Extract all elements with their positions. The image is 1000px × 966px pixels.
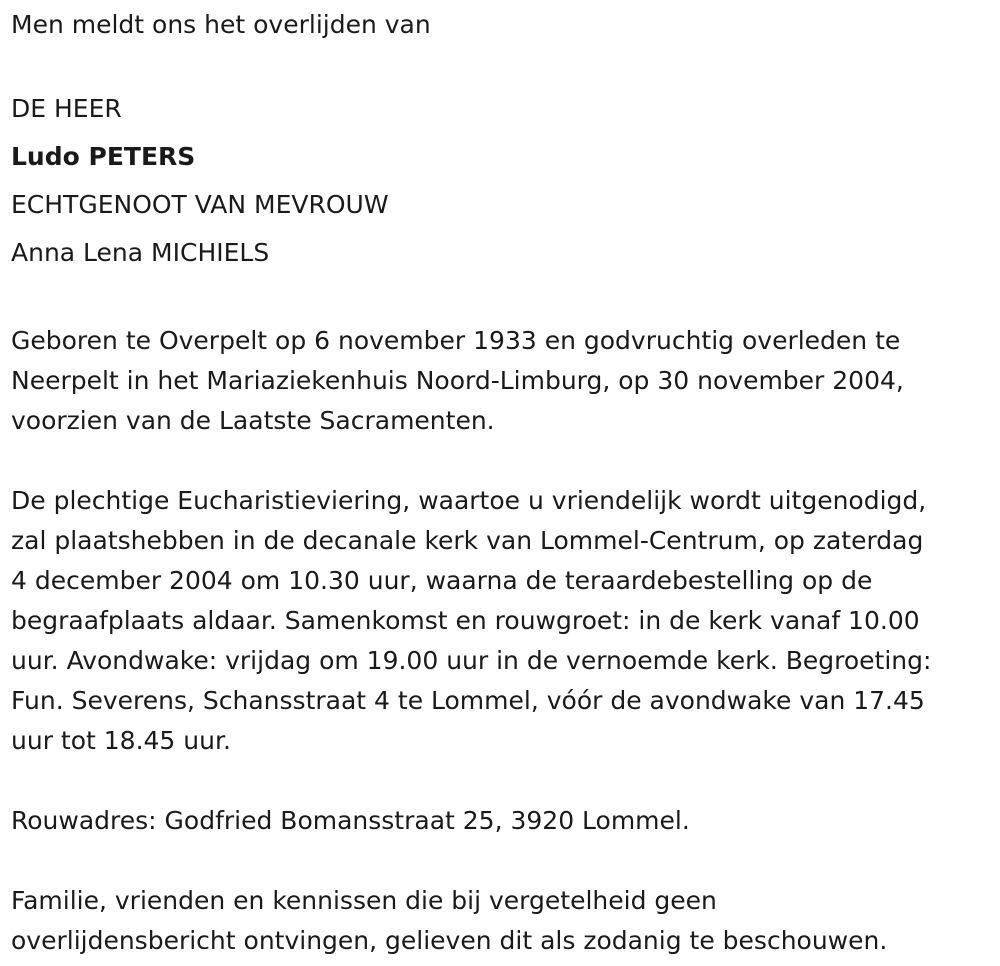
spouse-label: ECHTGENOOT VAN MEVROUW bbox=[11, 190, 389, 219]
paragraph-line: Familie, vrienden en kennissen die bij vergetelheid geen bbox=[11, 886, 717, 915]
paragraph-line: overlijdensbericht ontvingen, gelieven dit als zodanig te beschouwen. bbox=[11, 926, 888, 955]
paragraph-line: De plechtige Eucharistieviering, waartoe u vriendelijk wordt uitgenodigd, bbox=[11, 486, 927, 515]
paragraph-line: Fun. Severens, Schansstraat 4 te Lommel, vóór de avondwake van 17.45 bbox=[11, 686, 925, 715]
intro-text: Men meldt ons het overlijden van bbox=[11, 10, 431, 39]
paragraph-line: uur. Avondwake: vrijdag om 19.00 uur in de vernoemde kerk. Begroeting: bbox=[11, 646, 932, 675]
spouse-name: Anna Lena MICHIELS bbox=[11, 238, 270, 267]
paragraph-line: Neerpelt in het Mariaziekenhuis Noord-Limburg, op 30 november 2004, bbox=[11, 366, 904, 395]
paragraph-line: uur tot 18.45 uur. bbox=[11, 726, 231, 755]
spacer bbox=[11, 45, 1000, 85]
ceremony-paragraph bbox=[11, 481, 1000, 761]
mourning-address: Rouwadres: Godfried Bomansstraat 25, 3920 Lommel. bbox=[11, 806, 690, 835]
birth-death-paragraph bbox=[11, 321, 1000, 441]
closing-paragraph bbox=[11, 881, 1000, 961]
spacer bbox=[11, 761, 1000, 801]
spacer bbox=[11, 277, 1000, 321]
spacer bbox=[11, 841, 1000, 881]
paragraph-line: Geboren te Overpelt op 6 november 1933 en godvruchtig overleden te bbox=[11, 326, 901, 355]
paragraph-line: zal plaatshebben in de decanale kerk van Lommel-Centrum, op zaterdag bbox=[11, 526, 924, 555]
paragraph-line: voorzien van de Laatste Sacramenten. bbox=[11, 406, 495, 435]
deceased-name: Ludo PETERS bbox=[11, 142, 196, 171]
paragraph-line: 4 december 2004 om 10.30 uur, waarna de teraardebestelling op de bbox=[11, 566, 873, 595]
spacer bbox=[11, 441, 1000, 481]
paragraph-line: begraafplaats aldaar. Samenkomst en rouwgroet: in de kerk vanaf 10.00 bbox=[11, 606, 920, 635]
honorific: DE HEER bbox=[11, 94, 122, 123]
